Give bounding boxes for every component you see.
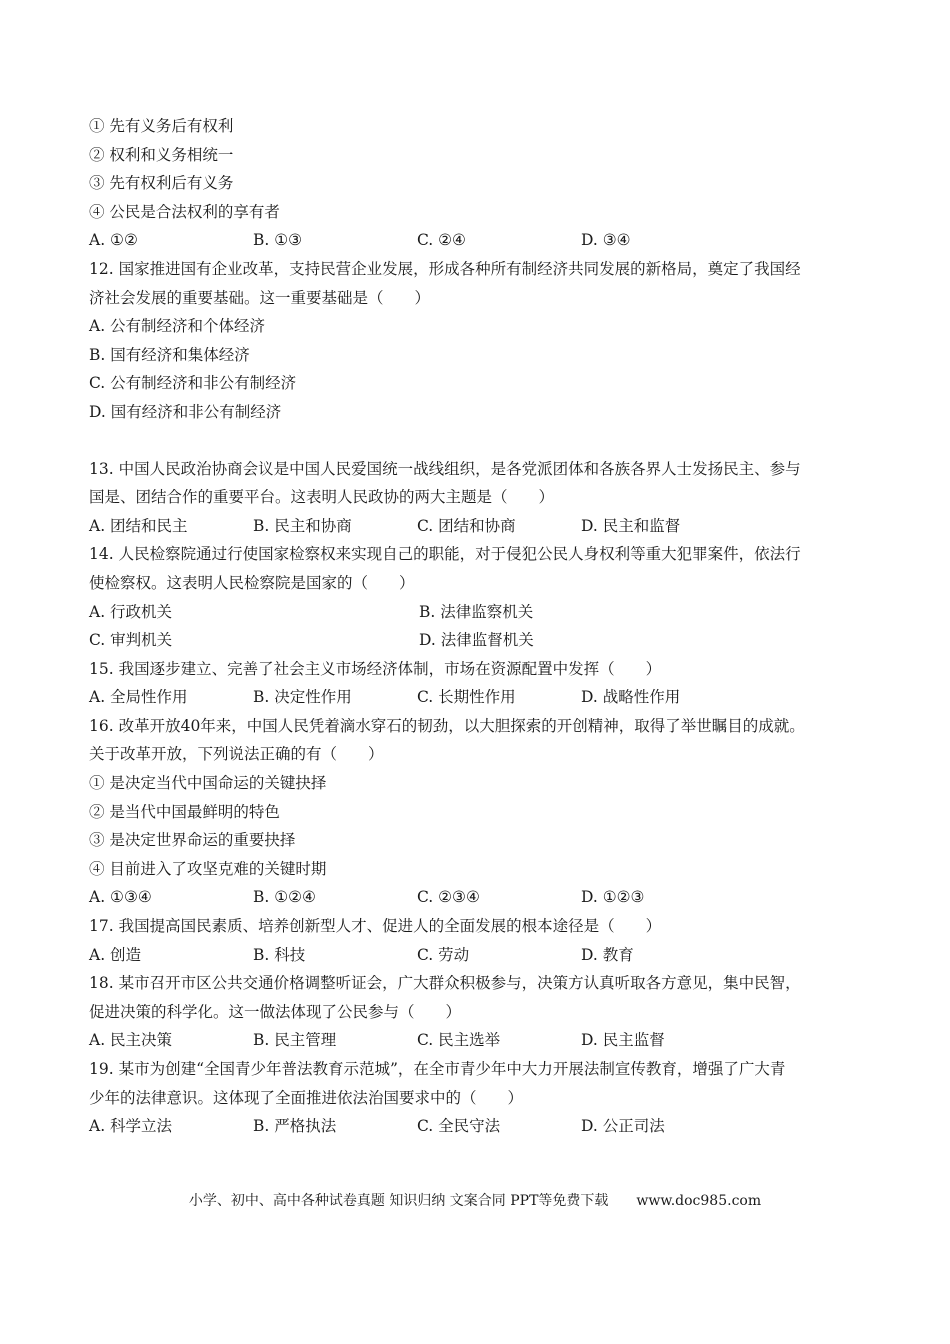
question-stem: 少年的法律意识。这体现了全面推进依法治国要求中的（ ） xyxy=(89,1088,524,1107)
option-b: B. ①③ xyxy=(253,231,303,250)
option-d: D. 民主和监督 xyxy=(581,516,681,535)
option-a: A. 公有制经济和个体经济 xyxy=(89,317,266,336)
answer-options-row-2 xyxy=(89,626,879,655)
footer-text: 小学、初中、高中各种试卷真题 知识归纳 文案合同 PPT等免费下载 xyxy=(188,1193,609,1209)
question-12 xyxy=(89,255,879,427)
question-13 xyxy=(89,455,879,541)
question-stem: 济社会发展的重要基础。这一重要基础是（ ） xyxy=(89,288,431,307)
option-c: C. 劳动 xyxy=(417,945,470,964)
option-b: B. 国有经济和集体经济 xyxy=(89,345,250,364)
option-d: D. ③④ xyxy=(581,231,631,250)
option-a: A. 民主决策 xyxy=(89,1031,173,1050)
option-a: A. ①③④ xyxy=(89,888,152,907)
exam-page xyxy=(89,112,879,1141)
option-d: D. 教育 xyxy=(581,945,634,964)
option-b: B. 民主和协商 xyxy=(253,516,352,535)
statement-item: ② 是当代中国最鲜明的特色 xyxy=(89,802,280,821)
statement-item: ① 是决定当代中国命运的关键抉择 xyxy=(89,774,327,793)
answer-options xyxy=(89,1026,879,1055)
option-c: C. 民主选举 xyxy=(417,1031,501,1050)
statement-item: ④ 目前进入了攻坚克难的关键时期 xyxy=(89,859,327,878)
option-a: A. 团结和民主 xyxy=(89,516,188,535)
option-a: A. 科学立法 xyxy=(89,1117,173,1136)
option-b: B. 法律监察机关 xyxy=(419,602,534,621)
question-stem: 国是、团结合作的重要平台。这表明人民政协的两大主题是（ ） xyxy=(89,488,555,507)
option-d: D. 战略性作用 xyxy=(581,688,681,707)
question-11 xyxy=(89,112,879,255)
option-c: C. 审判机关 xyxy=(89,631,173,650)
option-a: A. ①② xyxy=(89,231,138,250)
question-16 xyxy=(89,712,879,912)
answer-options xyxy=(89,941,879,970)
option-c: C. 全民守法 xyxy=(417,1117,501,1136)
option-a: A. 创造 xyxy=(89,945,142,964)
option-d: D. 公正司法 xyxy=(581,1117,665,1136)
question-15 xyxy=(89,655,879,712)
option-a: A. 全局性作用 xyxy=(89,688,188,707)
question-stem: 16. 改革开放40年来，中国人民凭着滴水穿石的韧劲，以大胆探索的开创精神，取得了举世瞩目的成就。 xyxy=(89,716,805,735)
footer-website-link[interactable]: www.doc985.com xyxy=(636,1193,762,1209)
option-b: B. 民主管理 xyxy=(253,1031,337,1050)
question-17 xyxy=(89,912,879,969)
question-stem: 13. 中国人民政治协商会议是中国人民爱国统一战线组织，是各党派团体和各族各界人士发扬民主、参与 xyxy=(89,459,801,478)
answer-options xyxy=(89,512,879,541)
option-b: B. 决定性作用 xyxy=(253,688,352,707)
option-d: D. ①②③ xyxy=(581,888,645,907)
option-c: C. ②④ xyxy=(417,231,466,250)
option-b: B. 严格执法 xyxy=(253,1117,337,1136)
option-d: D. 国有经济和非公有制经济 xyxy=(89,402,282,421)
question-stem: 关于改革开放，下列说法正确的有（ ） xyxy=(89,745,384,764)
option-d: D. 法律监督机关 xyxy=(419,631,534,650)
question-stem: 促进决策的科学化。这一做法体现了公民参与（ ） xyxy=(89,1002,462,1021)
question-18 xyxy=(89,969,879,1055)
question-stem: 14. 人民检察院通过行使国家检察权来实现自己的职能，对于侵犯公民人身权利等重大犯罪案件，依法行 xyxy=(89,545,801,564)
question-stem: 使检察权。这表明人民检察院是国家的（ ） xyxy=(89,573,415,592)
question-14 xyxy=(89,540,879,654)
option-c: C. 公有制经济和非公有制经济 xyxy=(89,374,297,393)
statement-item: ③ 先有权利后有义务 xyxy=(89,174,234,193)
statement-item: ② 权利和义务相统一 xyxy=(89,145,234,164)
page-footer xyxy=(0,1191,950,1211)
statement-item: ③ 是决定世界命运的重要抉择 xyxy=(89,831,296,850)
option-b: B. ①②④ xyxy=(253,888,316,907)
question-stem: 12. 国家推进国有企业改革，支持民营企业发展，形成各种所有制经济共同发展的新格局，奠定了我国经 xyxy=(89,259,801,278)
blank-spacer xyxy=(89,427,879,455)
question-stem: 18. 某市召开市区公共交通价格调整听证会，广大群众积极参与，决策方认真听取各方意见，集中民智， xyxy=(89,974,801,993)
statement-item: ④ 公民是合法权利的享有者 xyxy=(89,202,280,221)
question-19 xyxy=(89,1055,879,1141)
question-stem: 17. 我国提高国民素质、培养创新型人才、促进人的全面发展的根本途径是（ ） xyxy=(89,917,662,936)
option-c: C. 长期性作用 xyxy=(417,688,516,707)
question-stem: 15. 我国逐步建立、完善了社会主义市场经济体制，市场在资源配置中发挥（ ） xyxy=(89,659,662,678)
option-c: C. 团结和协商 xyxy=(417,516,516,535)
answer-options xyxy=(89,1112,879,1141)
option-c: C. ②③④ xyxy=(417,888,480,907)
question-stem: 19. 某市为创建“全国青少年普法教育示范城”，在全市青少年中大力开展法制宣传教育，增强了广大青 xyxy=(89,1060,786,1078)
answer-options xyxy=(89,226,879,255)
option-b: B. 科技 xyxy=(253,945,306,964)
option-a: A. 行政机关 xyxy=(89,602,173,621)
option-d: D. 民主监督 xyxy=(581,1031,665,1050)
answer-options xyxy=(89,883,879,912)
statement-item: ① 先有义务后有权利 xyxy=(89,117,234,135)
answer-options xyxy=(89,683,879,712)
answer-options-row-1 xyxy=(89,598,879,627)
